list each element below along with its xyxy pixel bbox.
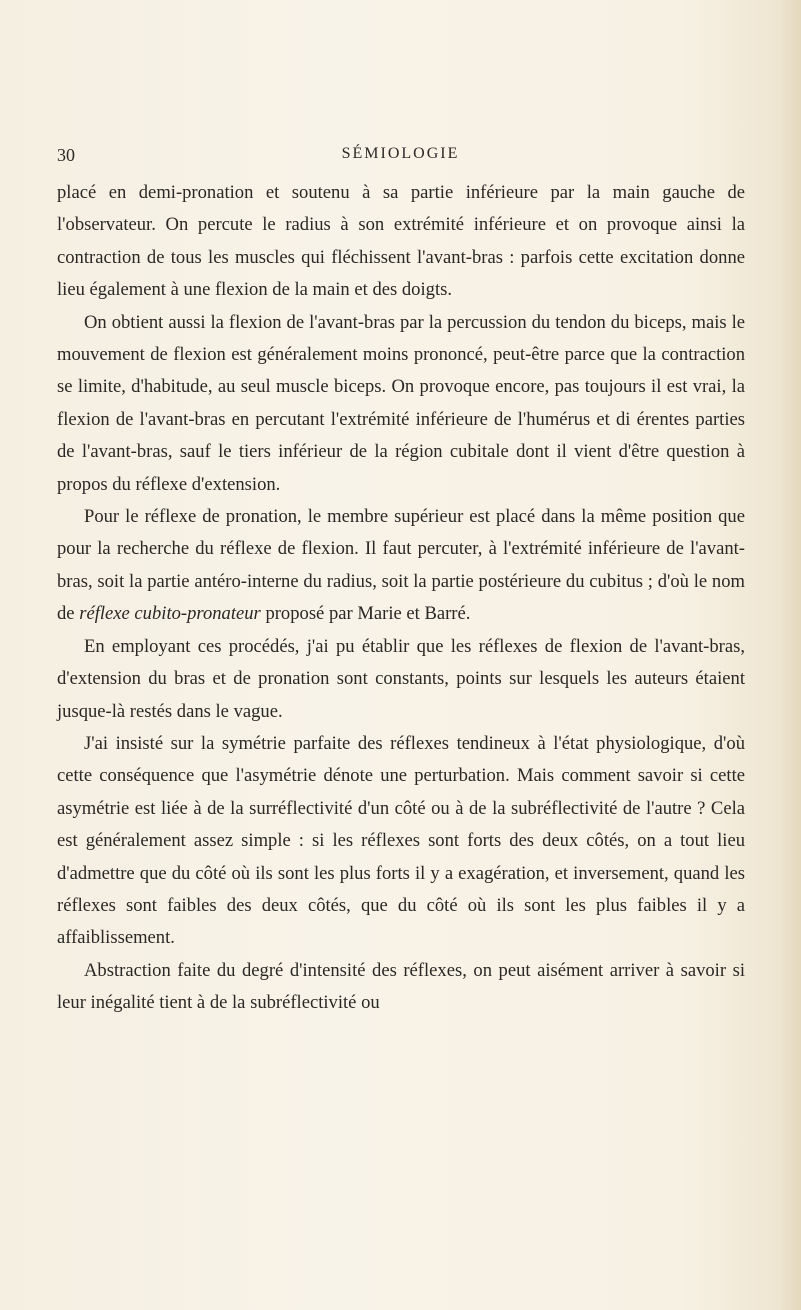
paragraph-text: Pour le réflexe de pronation, le membre supérieur est placé dans la même position que pour la recherche du réflexe de flexion. Il faut percuter, à l'extrémité inférieure de l'avant-bras, soit la partie antéro-interne du radius, soit la partie postérieure du cubitus ; d'où le nom de <box>57 506 745 625</box>
paragraph: On obtient aussi la flexion de l'avant-bras par la percussion du tendon du biceps, mais le mouvement de flexion est généralement moins prononcé, peut-être parce que la contraction se limite, d'habitude, au seul muscle biceps. On provoque encore, pas toujours il est vrai, la flexion de l'avant-bras en percutant l'extrémité inférieure de l'humérus et di érentes parties de l'avant-bras, sauf le tiers inférieur de la région cubitale dont il vient d'être question à propos du réflexe d'extension. <box>57 311 745 495</box>
paragraph: Abstraction faite du degré d'intensité des réflexes, on peut aisément arriver à savoir si leur inégalité tient à de la subréflectivité ou <box>57 959 745 1014</box>
paragraph-text: proposé par Marie et Barré. <box>260 603 471 625</box>
italic-term: réflexe cubito-pronateur <box>79 603 261 625</box>
paragraph: En employant ces procédés, j'ai pu établir que les réflexes de flexion de l'avant-bras, d'extension du bras et de pronation sont constants, points sur lesquels les auteurs étaient jusque-là restés dans le vague. <box>57 635 745 722</box>
paragraph: placé en demi-pronation et soutenu à sa partie inférieure par la main gauche de l'observateur. On percute le radius à son extrémité inférieure et on provoque ainsi la contraction de tous les muscles qui fléchissent l'avant-bras : parfois cette excitation donne lieu également à une flexion de la main et des doigts. <box>57 182 745 301</box>
running-title: SÉMIOLOGIE <box>341 145 460 162</box>
page-number: 30 <box>57 145 75 165</box>
paragraph <box>57 501 745 631</box>
page-header <box>0 145 801 169</box>
body-text <box>57 177 745 1020</box>
paragraph: J'ai insisté sur la symétrie parfaite des réflexes tendineux à l'état physiologique, d'où cette conséquence que l'asymétrie dénote une perturbation. Mais comment savoir si cette asymétrie est liée à de la surréflectivité d'un côté ou à de la subréflectivité de l'autre ? Cela est généralement assez simple : si les réflexes sont forts des deux côtés, on a tout lieu d'admettre que du côté où ils sont les plus forts il y a exagération, et inversement, quand les réflexes sont faibles des deux côtés, que du côté où ils sont les plus faibles il y a affaiblissement. <box>57 732 745 949</box>
